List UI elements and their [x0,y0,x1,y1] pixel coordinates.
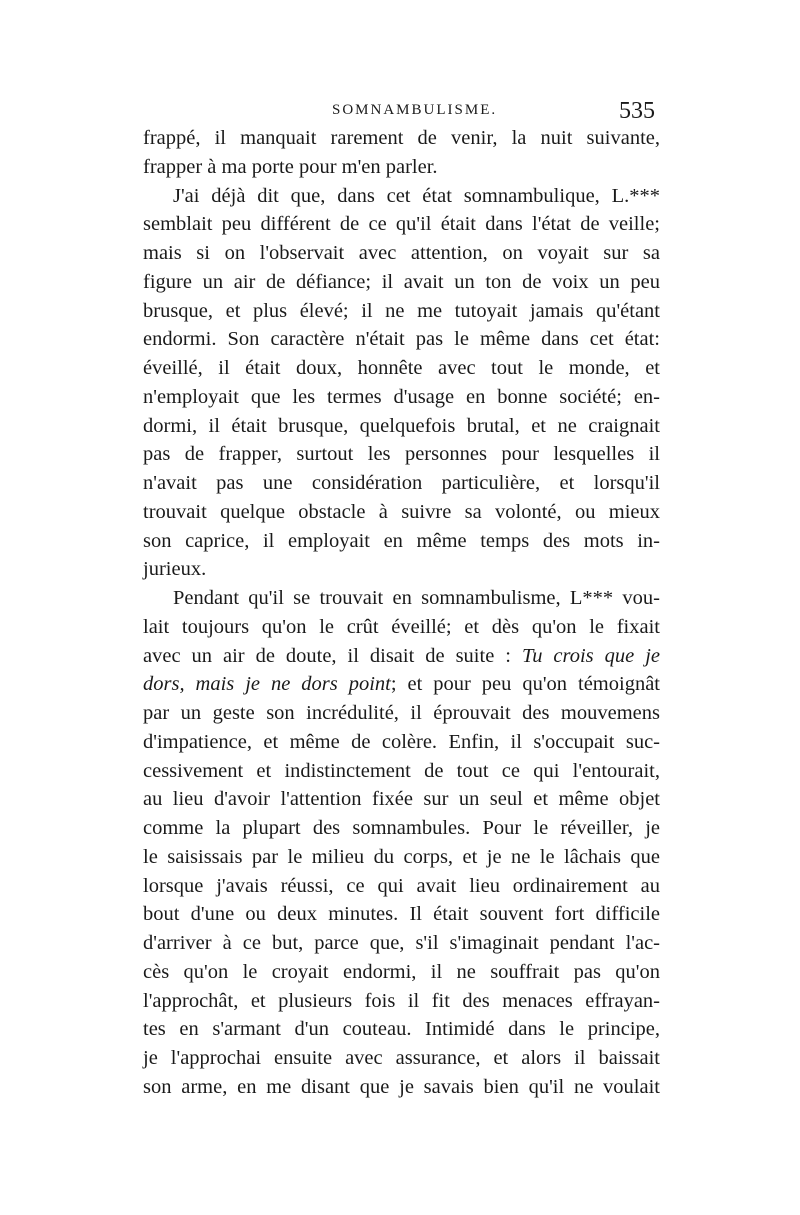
text-segment: semblait peu différent de ce qu'il était dans l'état de veille; [143,213,660,236]
text-line [143,124,660,153]
text-line [143,872,660,901]
text-line [143,239,660,268]
text-segment: trouvait quelque obstacle à suivre sa volonté, ou mieux [143,500,660,523]
text-segment: par un geste son incrédulité, il éprouvait des mouvemens [143,702,660,724]
text-line [143,785,660,814]
text-line [143,1044,660,1073]
text-line [143,843,660,872]
text-line [143,958,660,987]
text-line [143,383,660,412]
text-segment: brusque, et plus élevé; il ne me tutoyait jamais qu'étant [143,299,660,322]
text-line [143,1073,660,1102]
text-segment: frappé, il manquait rarement de venir, la nuit suivante, [143,127,660,149]
text-segment: cessivement et indistinctement de tout ce qui l'entourait, [143,759,660,782]
running-title: SOMNAMBULISME. [332,102,498,118]
text-line [143,929,660,958]
text-line [143,555,660,584]
body-text [143,124,660,1102]
text-segment: éveillé, il était doux, honnête avec tout le monde, et [143,357,660,379]
text-line [143,1015,660,1044]
text-segment: Pendant qu'il se trouvait en somnambulisme, L*** vou- [173,587,660,609]
text-segment: endormi. Son caractère n'était pas le même dans cet état: [143,328,660,351]
text-segment: mais si on l'observait avec attention, on voyait sur sa [143,242,660,264]
text-line [143,527,660,556]
text-line [143,440,660,469]
text-line [143,670,660,699]
text-segment: avec un air de doute, il disait de suite : [143,644,522,667]
text-line [143,987,660,1016]
text-segment: tes en s'armant d'un couteau. Intimidé dans le principe, [143,1018,660,1041]
text-line [143,728,660,757]
text-segment: le saisissais par le milieu du corps, et je ne le lâchais que [143,845,660,868]
text-line [143,498,660,527]
text-line [143,900,660,929]
text-segment: ; et pour peu qu'on témoignât [390,673,660,696]
text-line [143,354,660,383]
text-segment: d'impatience, et même de colère. Enfin, il s'occupait suc- [143,730,660,753]
text-segment: cès qu'on le croyait endormi, il ne souffrait pas qu'on [143,960,660,983]
text-segment: n'employait que les termes d'usage en bonne société; en- [143,385,660,408]
text-line [143,814,660,843]
text-segment: lait toujours qu'on le crût éveillé; et dès qu'on le fixait [143,615,660,638]
text-segment: comme la plupart des somnambules. Pour le réveiller, je [143,817,660,839]
text-segment: frapper à ma porte pour m'en parler. [143,155,438,178]
text-segment: lorsque j'avais réussi, ce qui avait lieu ordinairement au [143,874,660,897]
text-segment: pas de frapper, surtout les personnes pour lesquelles il [143,443,660,466]
text-line [143,153,660,182]
italic-segment: dors, mais je ne dors point [143,673,391,696]
italic-segment: Tu crois que je [521,644,660,667]
text-segment: J'ai déjà dit que, dans cet état somnambulique, L.*** [173,184,660,207]
text-line [143,325,660,354]
text-segment: figure un air de défiance; il avait un ton de voix un peu [143,270,660,293]
text-line [143,297,660,326]
text-segment: son caprice, il employait en même temps des mots in- [143,529,660,552]
text-segment: l'approchât, et plusieurs fois il fit des menaces effrayan- [143,989,660,1012]
text-line [143,412,660,441]
text-segment: bout d'une ou deux minutes. Il était souvent fort difficile [143,903,660,926]
text-line [143,642,660,671]
text-line [143,210,660,239]
text-line [143,268,660,297]
text-segment: d'arriver à ce but, parce que, s'il s'imaginait pendant l'ac- [143,932,660,954]
text-line [143,757,660,786]
text-segment: dormi, il était brusque, quelquefois brutal, et ne craignait [143,414,660,437]
text-line [143,613,660,642]
text-segment: son arme, en me disant que je savais bien qu'il ne voulait [143,1075,660,1098]
text-segment: je l'approchai ensuite avec assurance, et alors il baissait [143,1047,660,1069]
page-number: 535 [619,98,655,124]
text-segment: jurieux. [143,558,207,581]
text-line [143,469,660,498]
text-segment: au lieu d'avoir l'attention fixée sur un seul et même objet [143,788,660,811]
text-line [143,584,660,613]
text-line [143,699,660,728]
text-segment: n'avait pas une considération particulière, et lorsqu'il [143,472,660,494]
text-line [143,182,660,211]
